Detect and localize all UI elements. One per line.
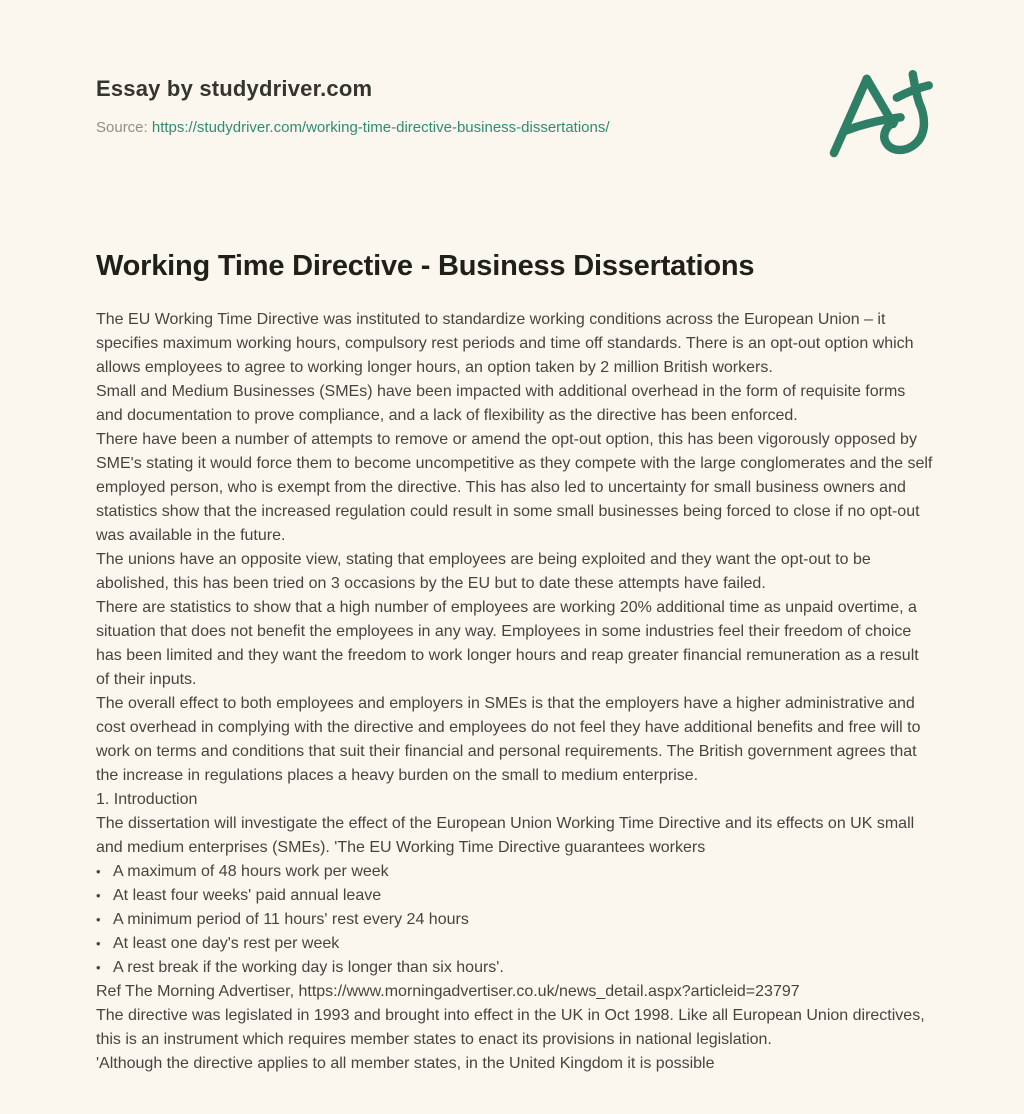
source-row xyxy=(96,119,928,136)
paragraph: The directive was legislated in 1993 and brought into effect in the UK in Oct 1998. Like all European Union directives, this is an instrument which requires member states to enact its provisions in national legislation. xyxy=(96,1007,925,1048)
bullet-icon: • xyxy=(96,864,101,879)
section-heading-introduction: 1. Introduction xyxy=(96,791,198,808)
list-item-text: A minimum period of 11 hours' rest every 24 hours xyxy=(113,911,469,928)
article-title: Working Time Directive - Business Dissertations xyxy=(96,250,755,282)
paragraph: There have been a number of attempts to remove or amend the opt-out option, this has been vigorously opposed by SME's stating it would force them to become uncompetitive as they compete with the large conglomerates and the self employed person, who is exempt from the directive. This has also led to uncertainty for small business owners and statistics show that the increased regulation could result in some small businesses being forced to close if no opt-out was available in the future. xyxy=(96,431,933,544)
list-item-text: A rest break if the working day is longer than six hours'. xyxy=(113,959,504,976)
paragraph: Small and Medium Businesses (SMEs) have been impacted with additional overhead in the form of requisite forms and documentation to prove compliance, and a lack of flexibility as the directive has been enforced. xyxy=(96,383,906,424)
paragraph: 'Although the directive applies to all member states, in the United Kingdom it is possible xyxy=(96,1055,715,1072)
list-item xyxy=(96,932,934,956)
paragraph: The overall effect to both employees and employers in SMEs is that the employers have a higher administrative and cost overhead in complying with the directive and employees do not feel they have additional benefits and free will to work on terms and conditions that suit their financial and personal requirements. The British government agrees that the increase in regulations places a heavy burden on the small to medium enterprise. xyxy=(96,695,921,784)
list-item xyxy=(96,956,934,980)
a-plus-logo xyxy=(818,56,940,174)
list-item-text: A maximum of 48 hours work per week xyxy=(113,863,389,880)
paragraph: There are statistics to show that a high number of employees are working 20% additional time as unpaid overtime, a situation that does not benefit the employees in any way. Employees in some industries feel their freedom of choice has been limited and they want the freedom to work longer hours and reap greater financial remuneration as a result of their inputs. xyxy=(96,599,919,688)
source-url-link[interactable]: https://studydriver.com/working-time-directive-business-dissertations/ xyxy=(151,119,610,136)
bullet-icon: • xyxy=(96,936,101,951)
site-title: Essay by studydriver.com xyxy=(96,76,373,101)
list-item xyxy=(96,884,934,908)
list-item-text: At least one day's rest per week xyxy=(113,935,340,952)
bullet-icon: • xyxy=(96,960,101,975)
list-item xyxy=(96,860,934,884)
list-item xyxy=(96,908,934,932)
source-label: Source: xyxy=(96,119,148,136)
bullet-icon: • xyxy=(96,888,101,903)
list-item-text: At least four weeks' paid annual leave xyxy=(113,887,382,904)
paragraph: The dissertation will investigate the effect of the European Union Working Time Directive and its effects on UK small and medium enterprises (SMEs). 'The EU Working Time Directive guarantees workers xyxy=(96,815,915,856)
bullet-icon: • xyxy=(96,912,101,927)
reference-line: Ref The Morning Advertiser, https://www.morningadvertiser.co.uk/news_detail.aspx?articleid=23797 xyxy=(96,983,800,1000)
paragraph: The unions have an opposite view, stating that employees are being exploited and they want the opt-out to be abolished, this has been tried on 3 occasions by the EU but to date these attempts have failed. xyxy=(96,551,871,592)
paragraph: The EU Working Time Directive was instituted to standardize working conditions across the European Union – it specifies maximum working hours, compulsory rest periods and time off standards. There is an opt-out option which allows employees to agree to working longer hours, an option taken by 2 million British workers. xyxy=(96,311,914,376)
article-body xyxy=(96,308,934,1076)
